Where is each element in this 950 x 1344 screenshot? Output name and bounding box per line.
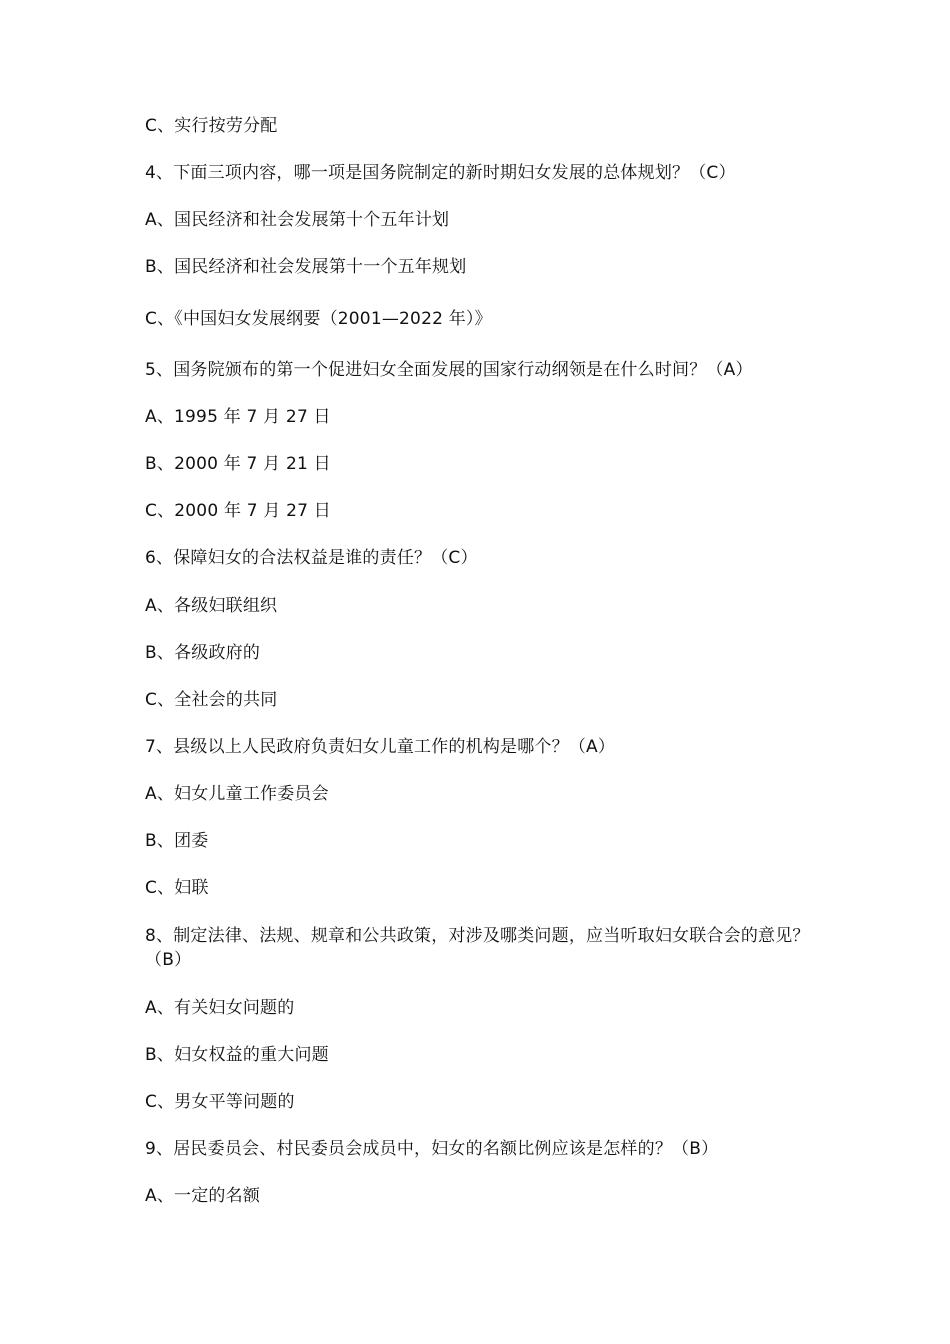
- option-c-q3: C、实行按劳分配: [145, 116, 278, 136]
- question-4: 4、下面三项内容，哪一项是国务院制定的新时期妇女发展的总体规划？（C）: [145, 163, 736, 183]
- option-b-q5: B、2000 年 7 月 21 日: [145, 454, 331, 474]
- option-c-q4: C、《中国妇女发展纲要（2001—2022 年）》: [145, 309, 492, 329]
- option-c-q6: C、全社会的共同: [145, 690, 278, 710]
- option-a-q8: A、有关妇女问题的: [145, 998, 295, 1018]
- question-5: 5、国务院颁布的第一个促进妇女全面发展的国家行动纲领是在什么时间？（A）: [145, 360, 753, 380]
- option-c-q7: C、妇联: [145, 878, 209, 898]
- question-6: 6、保障妇女的合法权益是谁的责任？（C）: [145, 548, 478, 568]
- question-7: 7、县级以上人民政府负责妇女儿童工作的机构是哪个？（A）: [145, 737, 616, 757]
- option-b-q8: B、妇女权益的重大问题: [145, 1045, 329, 1065]
- option-a-q7: A、妇女儿童工作委员会: [145, 784, 329, 804]
- option-b-q6: B、各级政府的: [145, 643, 261, 663]
- option-c-q5: C、2000 年 7 月 27 日: [145, 501, 332, 521]
- option-a-q6: A、各级妇联组织: [145, 596, 278, 616]
- option-b-q7: B、团委: [145, 831, 209, 851]
- option-a-q4: A、国民经济和社会发展第十个五年计划: [145, 210, 450, 230]
- option-a-q9: A、一定的名额: [145, 1186, 261, 1206]
- option-c-q8: C、男女平等问题的: [145, 1092, 295, 1112]
- question-8: 8、制定法律、法规、规章和公共政策，对涉及哪类问题，应当听取妇女联合会的意见？（B）: [145, 926, 810, 970]
- option-b-q4: B、国民经济和社会发展第十一个五年规划: [145, 257, 467, 277]
- option-a-q5: A、1995 年 7 月 27 日: [145, 407, 331, 427]
- question-9: 9、居民委员会、村民委员会成员中，妇女的名额比例应该是怎样的？（B）: [145, 1139, 719, 1159]
